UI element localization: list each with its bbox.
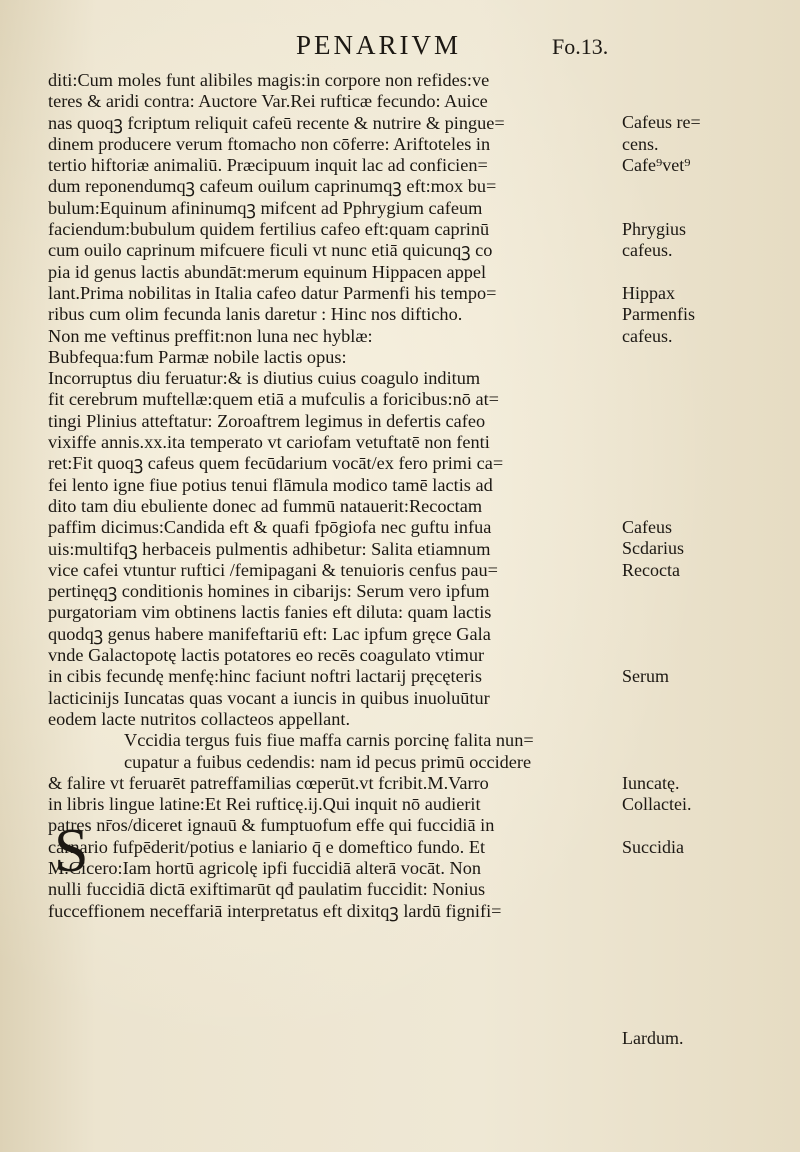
text-line: nas quoqꝫ fcriptum reliquit cafeū recente & nutrire & pingue= <box>48 112 505 133</box>
text-line: diti:Cum moles funt alibiles magis:in corpore non refides:ve <box>48 70 490 90</box>
text-line: eodem lacte nutritos collacteos appellant. <box>48 708 351 729</box>
margin-note: Collactei. <box>622 794 692 814</box>
margin-note: Succidia <box>622 837 684 857</box>
text-line: lacticinijs Iuncatas quas vocant a iuncis in quibus inuoluūtur <box>48 687 490 708</box>
text-line: vice cafei vtuntur ruftici /femipagani & tenuioris cenfus pau= <box>48 559 498 580</box>
text-line <box>48 1028 623 1049</box>
text-line: fucceffionem neceffariā interpretatus eft dixitqꝫ lardū fignifi= <box>48 900 502 921</box>
margin-note: Lardum. <box>622 1028 684 1048</box>
text-line: fei lento igne fiue potius tenui flāmula modico tamē lactis ad <box>48 474 493 495</box>
text-line: teres & aridi contra: Auctore Var.Rei rufticæ fecundo: Auice <box>48 91 488 112</box>
text-line: pertinęqꝫ conditionis homines in cibarijs: Serum vero ipfum <box>48 581 490 602</box>
main-text <box>48 70 623 1071</box>
margin-note: Serum <box>622 666 669 686</box>
text-line <box>48 1007 623 1028</box>
margin-note: Cafeus re= <box>622 112 701 132</box>
text-line: carnario fufpēderit/potius e laniario q̄ e domeftico fundo. Et <box>48 836 486 857</box>
decorated-initial: S <box>54 817 89 885</box>
margin-note: Parmenfis <box>622 304 695 324</box>
text-line: ret:Fit quoqꝫ cafeus quem fecūdarium vocāt/ex fero primi ca= <box>48 453 504 474</box>
margin-note: Cafe⁹vet⁹ <box>622 155 691 175</box>
text-line: in cibis fecundę menfę:hinc faciunt noftri lactarij pręcęteris <box>48 666 482 687</box>
text-line: faciendum:bubulum quidem fertilius cafeo eft:quam caprinū <box>48 219 490 240</box>
text-line: patres nr̄os/diceret ignauū & fumptuofum effe qui fuccidiā in <box>48 815 495 836</box>
text-line: ribus cum olim fecunda lanis daretur : Hinc nos difticho. <box>48 304 463 325</box>
text-line <box>48 986 623 1007</box>
running-title: PENARIVM <box>296 30 462 60</box>
text-line: Vccidia tergus fuis fiue maffa carnis porcinę falita nun= <box>124 730 534 751</box>
margin-note: Phrygius <box>622 219 687 239</box>
text-line: tingi Plinius atteftatur: Zoroaftrem legimus in defertis cafeo <box>48 410 486 431</box>
margin-note: Iuncatę. <box>622 773 680 793</box>
text-line: in libris lingue latine:Et Rei rufticę.ij.Qui inquit nō audierit <box>48 794 481 815</box>
text-line: pia id genus lactis abundāt:merum equinum Hippacen appel <box>48 261 487 282</box>
text-line: nulli fuccidiā dictā exiftimarūt qđ paulatim fuccidit: Nonius <box>48 879 486 900</box>
text-line: cupatur a fuibus cedendis: nam id pecus primū occidere <box>124 751 532 772</box>
text-line: lant.Prima nobilitas in Italia cafeo datur Parmenfi his tempo= <box>48 282 497 303</box>
text-line: quodqꝫ genus habere manifeftariū eft: Lac ipfum gręce Gala <box>48 623 491 644</box>
text-line <box>48 922 623 943</box>
text-line: Non me veftinus preffit:non luna nec hyblæ: <box>48 325 373 346</box>
text-line: tertio hiftoriæ animaliū. Præcipuum inquit lac ad conficien= <box>48 155 488 176</box>
text-line: Bubfequa:fum Parmæ nobile lactis opus: <box>48 346 347 367</box>
text-line: dinem producere verum ftomacho non cōferre: Ariftoteles in <box>48 133 491 154</box>
margin-note: Recocta <box>622 560 680 580</box>
text-line: M.Cicero:Iam hortū agricolę ipfi fuccidiā alterā vocāt. Non <box>48 857 481 878</box>
text-line: vixiffe annis.xx.ita temperato vt cariofam vetuftatē non fenti <box>48 432 490 453</box>
page-header <box>0 30 800 64</box>
text-line <box>48 943 623 964</box>
text-line: cum ouilo caprinum mifcuere ficuli vt nunc etiā quicunqꝫ co <box>48 240 493 261</box>
margin-note: cafeus. <box>622 326 673 346</box>
text-line <box>48 1050 623 1071</box>
folio-number: Fo.13. <box>552 34 609 59</box>
text-line: bulum:Equinum afininumqꝫ mifcent ad Pphrygium cafeum <box>48 197 483 218</box>
text-line: purgatoriam vim obtinens lactis fanies eft diluta: quam lactis <box>48 602 492 623</box>
margin-note: cens. <box>622 134 659 154</box>
text-line <box>48 964 623 985</box>
margin-note: cafeus. <box>622 240 673 260</box>
text-line: dum reponendumqꝫ cafeum ouilum caprinumqꝫ eft:mox bu= <box>48 176 497 197</box>
margin-note: Hippax <box>622 283 675 303</box>
text-line: uis:multifqꝫ herbaceis pulmentis adhibetur: Salita etiamnum <box>48 538 491 559</box>
text-line: vnde Galactopotę lactis potatores eo recēs coagulato vtimur <box>48 645 485 666</box>
text-line: fit cerebrum muftellæ:quem etiā a mufculis a foricibus:nō at= <box>48 389 499 410</box>
text-line: paffim dicimus:Candida eft & quafi fpōgiofa nec guftu infua <box>48 517 492 538</box>
text-line: Incorruptus diu feruatur:& is diutius cuius coagulo inditum <box>48 368 481 389</box>
text-line: & falire vt feruarēt patreffamilias cœperūt.vt fcribit.M.Varro <box>48 772 489 793</box>
margin-note: Scdarius <box>622 538 684 558</box>
margin-note: Cafeus <box>622 517 672 537</box>
text-line: dito tam diu ebuliente donec ad fummū natauerit:Recoctam <box>48 495 483 516</box>
